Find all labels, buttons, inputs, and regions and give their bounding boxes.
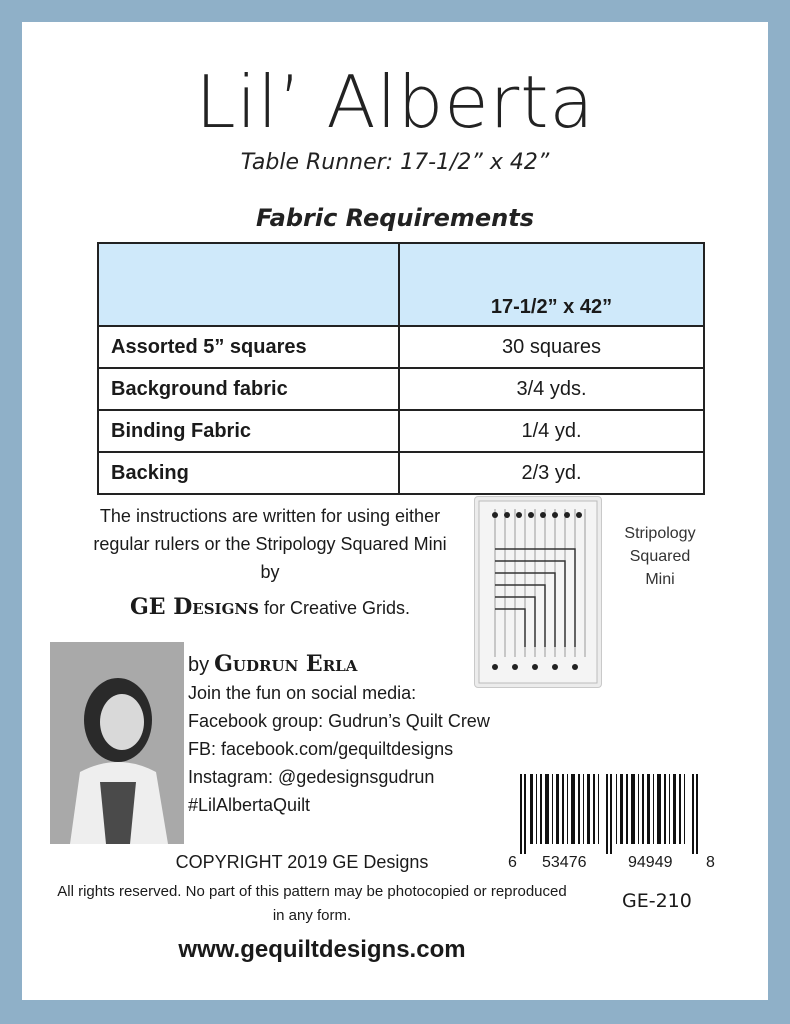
table-header-row xyxy=(98,243,704,326)
instructions-text: The instructions are written for using either regular rulers or the Stripology Squared Mini by xyxy=(93,506,447,582)
rights-text: All rights reserved. No part of this pattern may be photocopied or reproduced in any form. xyxy=(57,883,567,924)
row-value: 2/3 yd. xyxy=(399,452,704,494)
pattern-size: Table Runner: 17-1/2” x 42” xyxy=(240,150,550,175)
ruler-label-line: Squared xyxy=(629,548,691,565)
table-row xyxy=(98,410,704,452)
facebook-group: Facebook group: Gudrun’s Quilt Crew xyxy=(188,711,490,731)
barcode-digit: 8 xyxy=(706,854,715,871)
ruler-image xyxy=(474,496,602,688)
website-link[interactable]: www.gequiltdesigns.com xyxy=(178,936,466,963)
brand-suffix: for Creative Grids. xyxy=(263,598,410,618)
pattern-title: Lil’ Alberta xyxy=(195,60,595,144)
table-header-label xyxy=(98,243,399,326)
row-value: 1/4 yd. xyxy=(399,410,704,452)
fabric-requirements-table xyxy=(97,242,705,495)
fabric-requirements-heading: Fabric Requirements xyxy=(256,204,534,232)
row-value: 30 squares xyxy=(399,326,704,368)
ruler-label-line: Mini xyxy=(645,571,675,588)
table-row xyxy=(98,326,704,368)
copyright-text: COPYRIGHT 2019 GE Designs xyxy=(175,852,429,872)
ruler-label xyxy=(612,522,708,591)
pattern-code: GE-210 xyxy=(622,890,692,912)
facebook-page: FB: facebook.com/gequiltdesigns xyxy=(188,739,454,759)
social-intro: Join the fun on social media: xyxy=(188,683,417,703)
barcode-digit: 6 xyxy=(508,854,517,871)
barcode-digit: 53476 xyxy=(542,854,587,871)
ge-designs-line xyxy=(82,594,458,620)
author-info xyxy=(188,650,490,819)
pattern-back-cover xyxy=(22,22,768,1000)
table-row xyxy=(98,368,704,410)
row-label: Backing xyxy=(98,452,399,494)
ruler-graphic xyxy=(475,497,601,687)
instagram-handle: Instagram: @gedesignsgudrun xyxy=(188,767,435,787)
brand-name: GE Designs xyxy=(130,594,259,620)
author-name: Gudrun Erla xyxy=(214,651,358,677)
row-label: Background fabric xyxy=(98,368,399,410)
row-label: Binding Fabric xyxy=(98,410,399,452)
author-photo-graphic xyxy=(50,642,184,844)
author-by: by xyxy=(188,654,210,676)
author-photo xyxy=(50,642,184,844)
row-label: Assorted 5” squares xyxy=(98,326,399,368)
table-header-size: 17-1/2” x 42” xyxy=(399,243,704,326)
table-row xyxy=(98,452,704,494)
barcode-digit: 94949 xyxy=(628,854,673,871)
row-value: 3/4 yds. xyxy=(399,368,704,410)
hashtag: #LilAlbertaQuilt xyxy=(188,795,311,815)
ruler-label-line: Stripology xyxy=(624,525,696,542)
